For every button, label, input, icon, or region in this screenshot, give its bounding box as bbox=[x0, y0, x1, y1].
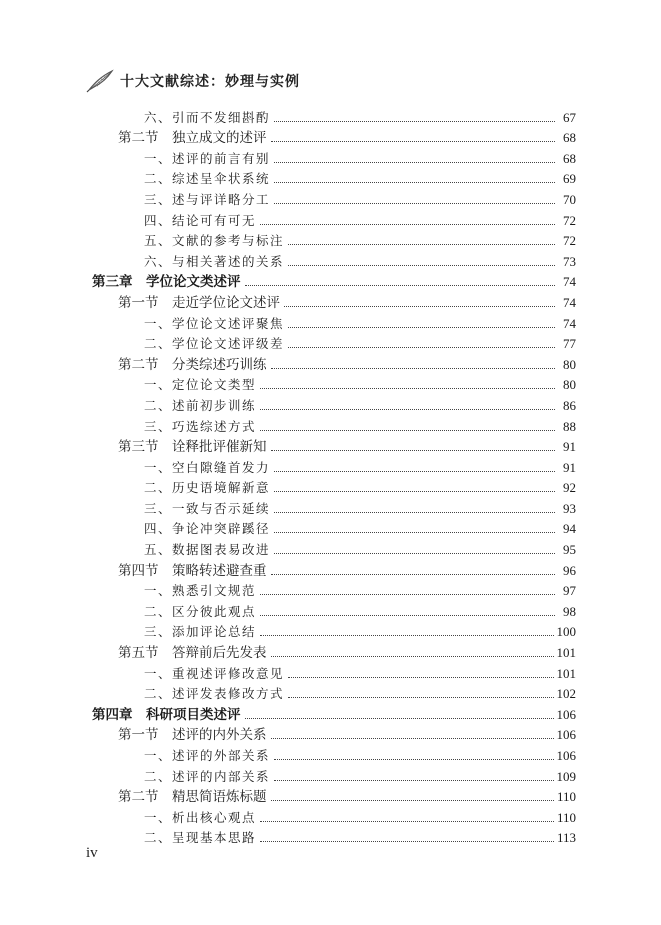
toc-section-entry[interactable] bbox=[92, 558, 576, 579]
dot-leader bbox=[271, 367, 556, 369]
toc-section-entry[interactable] bbox=[92, 640, 576, 661]
dot-leader bbox=[274, 181, 555, 183]
toc-entry-page: 88 bbox=[563, 418, 576, 434]
toc-entry-page: 72 bbox=[563, 212, 576, 228]
toc-entry-label: 第五节 答辩前后先发表 bbox=[118, 641, 269, 661]
toc-chapter-entry[interactable] bbox=[92, 270, 576, 291]
toc-entry-label: 二、述评的内部关系 bbox=[144, 768, 271, 784]
toc-subsection-entry[interactable] bbox=[92, 249, 576, 270]
toc-entry-page: 101 bbox=[556, 665, 576, 681]
toc-entry-label: 二、区分彼此观点 bbox=[144, 603, 257, 619]
dot-leader bbox=[271, 655, 554, 657]
dot-leader bbox=[288, 346, 555, 348]
toc-entry-label: 六、引而不发细斟酌 bbox=[144, 109, 271, 125]
toc-entry-label: 五、文献的参考与标注 bbox=[144, 233, 285, 249]
toc-entry-page: 74 bbox=[563, 315, 576, 331]
toc-entry-page: 110 bbox=[556, 789, 576, 805]
toc-entry-label: 第四章 科研项目类述评 bbox=[92, 703, 243, 723]
toc-entry-label: 一、述评的外部关系 bbox=[144, 748, 271, 763]
toc-subsection-entry[interactable] bbox=[92, 208, 576, 229]
toc-chapter-entry[interactable] bbox=[92, 702, 576, 723]
dot-leader bbox=[260, 614, 555, 616]
toc-subsection-entry[interactable] bbox=[92, 826, 576, 847]
dot-leader bbox=[260, 408, 555, 410]
toc-subsection-entry[interactable] bbox=[92, 187, 576, 208]
dot-leader bbox=[260, 387, 555, 389]
dot-leader bbox=[245, 284, 556, 286]
dot-leader bbox=[288, 676, 553, 678]
toc-section-entry[interactable] bbox=[92, 785, 576, 806]
toc-entry-label: 六、与相关著述的关系 bbox=[144, 253, 285, 269]
toc-entry-label: 第二节 分类综述巧训练 bbox=[118, 353, 269, 373]
toc-entry-page: 102 bbox=[556, 686, 576, 702]
dot-leader bbox=[274, 470, 555, 472]
toc-entry-page: 86 bbox=[563, 397, 576, 413]
toc-subsection-entry[interactable] bbox=[92, 393, 576, 414]
toc-entry-label: 三、述与评详略分工 bbox=[144, 191, 271, 207]
toc-entry-page: 73 bbox=[563, 253, 576, 269]
toc-subsection-entry[interactable] bbox=[92, 517, 576, 538]
dot-leader bbox=[288, 696, 553, 698]
toc-subsection-entry[interactable] bbox=[92, 105, 576, 126]
toc-entry-page: 100 bbox=[556, 624, 576, 640]
dot-leader bbox=[271, 449, 556, 451]
dot-leader bbox=[274, 161, 555, 163]
dot-leader bbox=[274, 202, 555, 204]
toc-entry-page: 67 bbox=[563, 109, 576, 125]
running-header bbox=[86, 68, 300, 94]
toc-entry-page: 77 bbox=[563, 336, 576, 352]
toc-entry-label: 一、述评的前言有别 bbox=[144, 150, 271, 166]
toc-entry-page: 74 bbox=[563, 294, 576, 310]
toc-entry-label: 二、述前初步训练 bbox=[144, 397, 257, 413]
toc-entry-label: 第二节 精思简语炼标题 bbox=[118, 785, 269, 805]
toc-entry-label: 第三节 诠释批评催新知 bbox=[118, 435, 269, 455]
toc-entry-label: 第四节 策略转述避查重 bbox=[118, 559, 269, 579]
toc-subsection-entry[interactable] bbox=[92, 579, 576, 600]
toc-entry-page: 95 bbox=[563, 542, 576, 558]
toc-entry-label: 第三章 学位论文类述评 bbox=[92, 270, 243, 290]
toc-subsection-entry[interactable] bbox=[92, 414, 576, 435]
dot-leader bbox=[274, 511, 555, 513]
book-title: 十大文献综述：妙理与实例 bbox=[120, 74, 300, 90]
toc-entry-page: 106 bbox=[556, 748, 576, 763]
dot-leader bbox=[260, 223, 555, 225]
toc-subsection-entry[interactable] bbox=[92, 537, 576, 558]
toc-entry-label: 三、巧选综述方式 bbox=[144, 418, 257, 434]
toc-entry-label: 一、熟悉引文规范 bbox=[144, 583, 257, 599]
toc-subsection-entry[interactable] bbox=[92, 805, 576, 826]
dot-leader bbox=[274, 120, 555, 122]
toc-entry-page: 97 bbox=[563, 583, 576, 599]
dot-leader bbox=[260, 820, 554, 822]
toc-entry-page: 94 bbox=[563, 521, 576, 537]
dot-leader bbox=[260, 429, 555, 431]
dot-leader bbox=[274, 531, 555, 533]
toc-entry-page: 91 bbox=[563, 439, 576, 455]
toc-entry-label: 一、学位论文述评聚焦 bbox=[144, 315, 285, 331]
toc-entry-label: 二、综述呈伞状系统 bbox=[144, 171, 271, 187]
toc-entry-page: 74 bbox=[563, 274, 576, 290]
toc-subsection-entry[interactable] bbox=[92, 743, 576, 764]
toc-subsection-entry[interactable] bbox=[92, 332, 576, 353]
table-of-contents bbox=[92, 105, 576, 846]
toc-entry-label: 三、一致与否示延续 bbox=[144, 500, 271, 516]
dot-leader bbox=[271, 799, 554, 801]
toc-subsection-entry[interactable] bbox=[92, 476, 576, 497]
toc-entry-page: 72 bbox=[563, 233, 576, 249]
toc-section-entry[interactable] bbox=[92, 290, 576, 311]
toc-entry-label: 第一节 述评的内外关系 bbox=[118, 723, 269, 743]
toc-entry-page: 91 bbox=[563, 459, 576, 475]
toc-entry-page: 106 bbox=[556, 706, 576, 722]
toc-entry-page: 110 bbox=[556, 809, 576, 825]
dot-leader bbox=[260, 634, 553, 636]
toc-entry-label: 四、争论冲突辟蹊径 bbox=[144, 521, 271, 537]
toc-entry-label: 二、呈现基本思路 bbox=[144, 830, 257, 846]
toc-entry-page: 113 bbox=[556, 830, 576, 846]
toc-entry-label: 第一节 走近学位论文述评 bbox=[118, 291, 282, 311]
toc-subsection-entry[interactable] bbox=[92, 764, 576, 785]
dot-leader bbox=[245, 717, 554, 719]
toc-entry-label: 一、析出核心观点 bbox=[144, 809, 257, 825]
dot-leader bbox=[260, 840, 554, 842]
toc-entry-page: 101 bbox=[556, 645, 576, 661]
toc-subsection-entry[interactable] bbox=[92, 682, 576, 703]
toc-entry-label: 一、重视述评修改意见 bbox=[144, 665, 285, 681]
dot-leader bbox=[288, 326, 555, 328]
toc-entry-page: 68 bbox=[563, 130, 576, 146]
toc-subsection-entry[interactable] bbox=[92, 229, 576, 250]
toc-subsection-entry[interactable] bbox=[92, 373, 576, 394]
toc-subsection-entry[interactable] bbox=[92, 167, 576, 188]
dot-leader bbox=[288, 264, 555, 266]
toc-entry-page: 92 bbox=[563, 480, 576, 496]
quill-pen-icon bbox=[86, 69, 114, 93]
toc-section-entry[interactable] bbox=[92, 723, 576, 744]
dot-leader bbox=[274, 552, 555, 554]
toc-entry-label: 第二节 独立成文的述评 bbox=[118, 126, 269, 146]
toc-subsection-entry[interactable] bbox=[92, 146, 576, 167]
toc-entry-label: 五、数据图表易改进 bbox=[144, 542, 271, 558]
dot-leader bbox=[271, 737, 554, 739]
toc-entry-label: 一、定位论文类型 bbox=[144, 377, 257, 393]
toc-subsection-entry[interactable] bbox=[92, 620, 576, 641]
toc-entry-label: 二、学位论文述评级差 bbox=[144, 336, 285, 352]
dot-leader bbox=[288, 243, 555, 245]
toc-entry-label: 三、添加评论总结 bbox=[144, 624, 257, 640]
dot-leader bbox=[271, 140, 556, 142]
toc-entry-page: 68 bbox=[563, 150, 576, 166]
toc-entry-page: 80 bbox=[563, 377, 576, 393]
toc-subsection-entry[interactable] bbox=[92, 455, 576, 476]
dot-leader bbox=[284, 305, 555, 307]
dot-leader bbox=[274, 490, 555, 492]
toc-entry-label: 四、结论可有可无 bbox=[144, 212, 257, 228]
toc-entry-page: 93 bbox=[563, 500, 576, 516]
toc-section-entry[interactable] bbox=[92, 126, 576, 147]
dot-leader bbox=[274, 779, 553, 781]
toc-entry-page: 70 bbox=[563, 191, 576, 207]
toc-entry-page: 69 bbox=[563, 171, 576, 187]
toc-section-entry[interactable] bbox=[92, 435, 576, 456]
toc-entry-page: 98 bbox=[563, 603, 576, 619]
toc-entry-page: 109 bbox=[556, 768, 576, 784]
dot-leader bbox=[260, 593, 555, 595]
page-number: iv bbox=[86, 845, 98, 861]
toc-subsection-entry[interactable] bbox=[92, 599, 576, 620]
toc-entry-page: 96 bbox=[563, 562, 576, 578]
toc-subsection-entry[interactable] bbox=[92, 311, 576, 332]
toc-entry-label: 一、空白隙缝首发力 bbox=[144, 459, 271, 475]
dot-leader bbox=[271, 573, 556, 575]
toc-section-entry[interactable] bbox=[92, 352, 576, 373]
toc-entry-label: 二、述评发表修改方式 bbox=[144, 686, 285, 702]
toc-entry-page: 106 bbox=[556, 727, 576, 743]
toc-entry-label: 二、历史语境解新意 bbox=[144, 480, 271, 496]
dot-leader bbox=[274, 758, 553, 760]
toc-entry-page: 80 bbox=[563, 356, 576, 372]
toc-subsection-entry[interactable] bbox=[92, 661, 576, 682]
toc-subsection-entry[interactable] bbox=[92, 496, 576, 517]
